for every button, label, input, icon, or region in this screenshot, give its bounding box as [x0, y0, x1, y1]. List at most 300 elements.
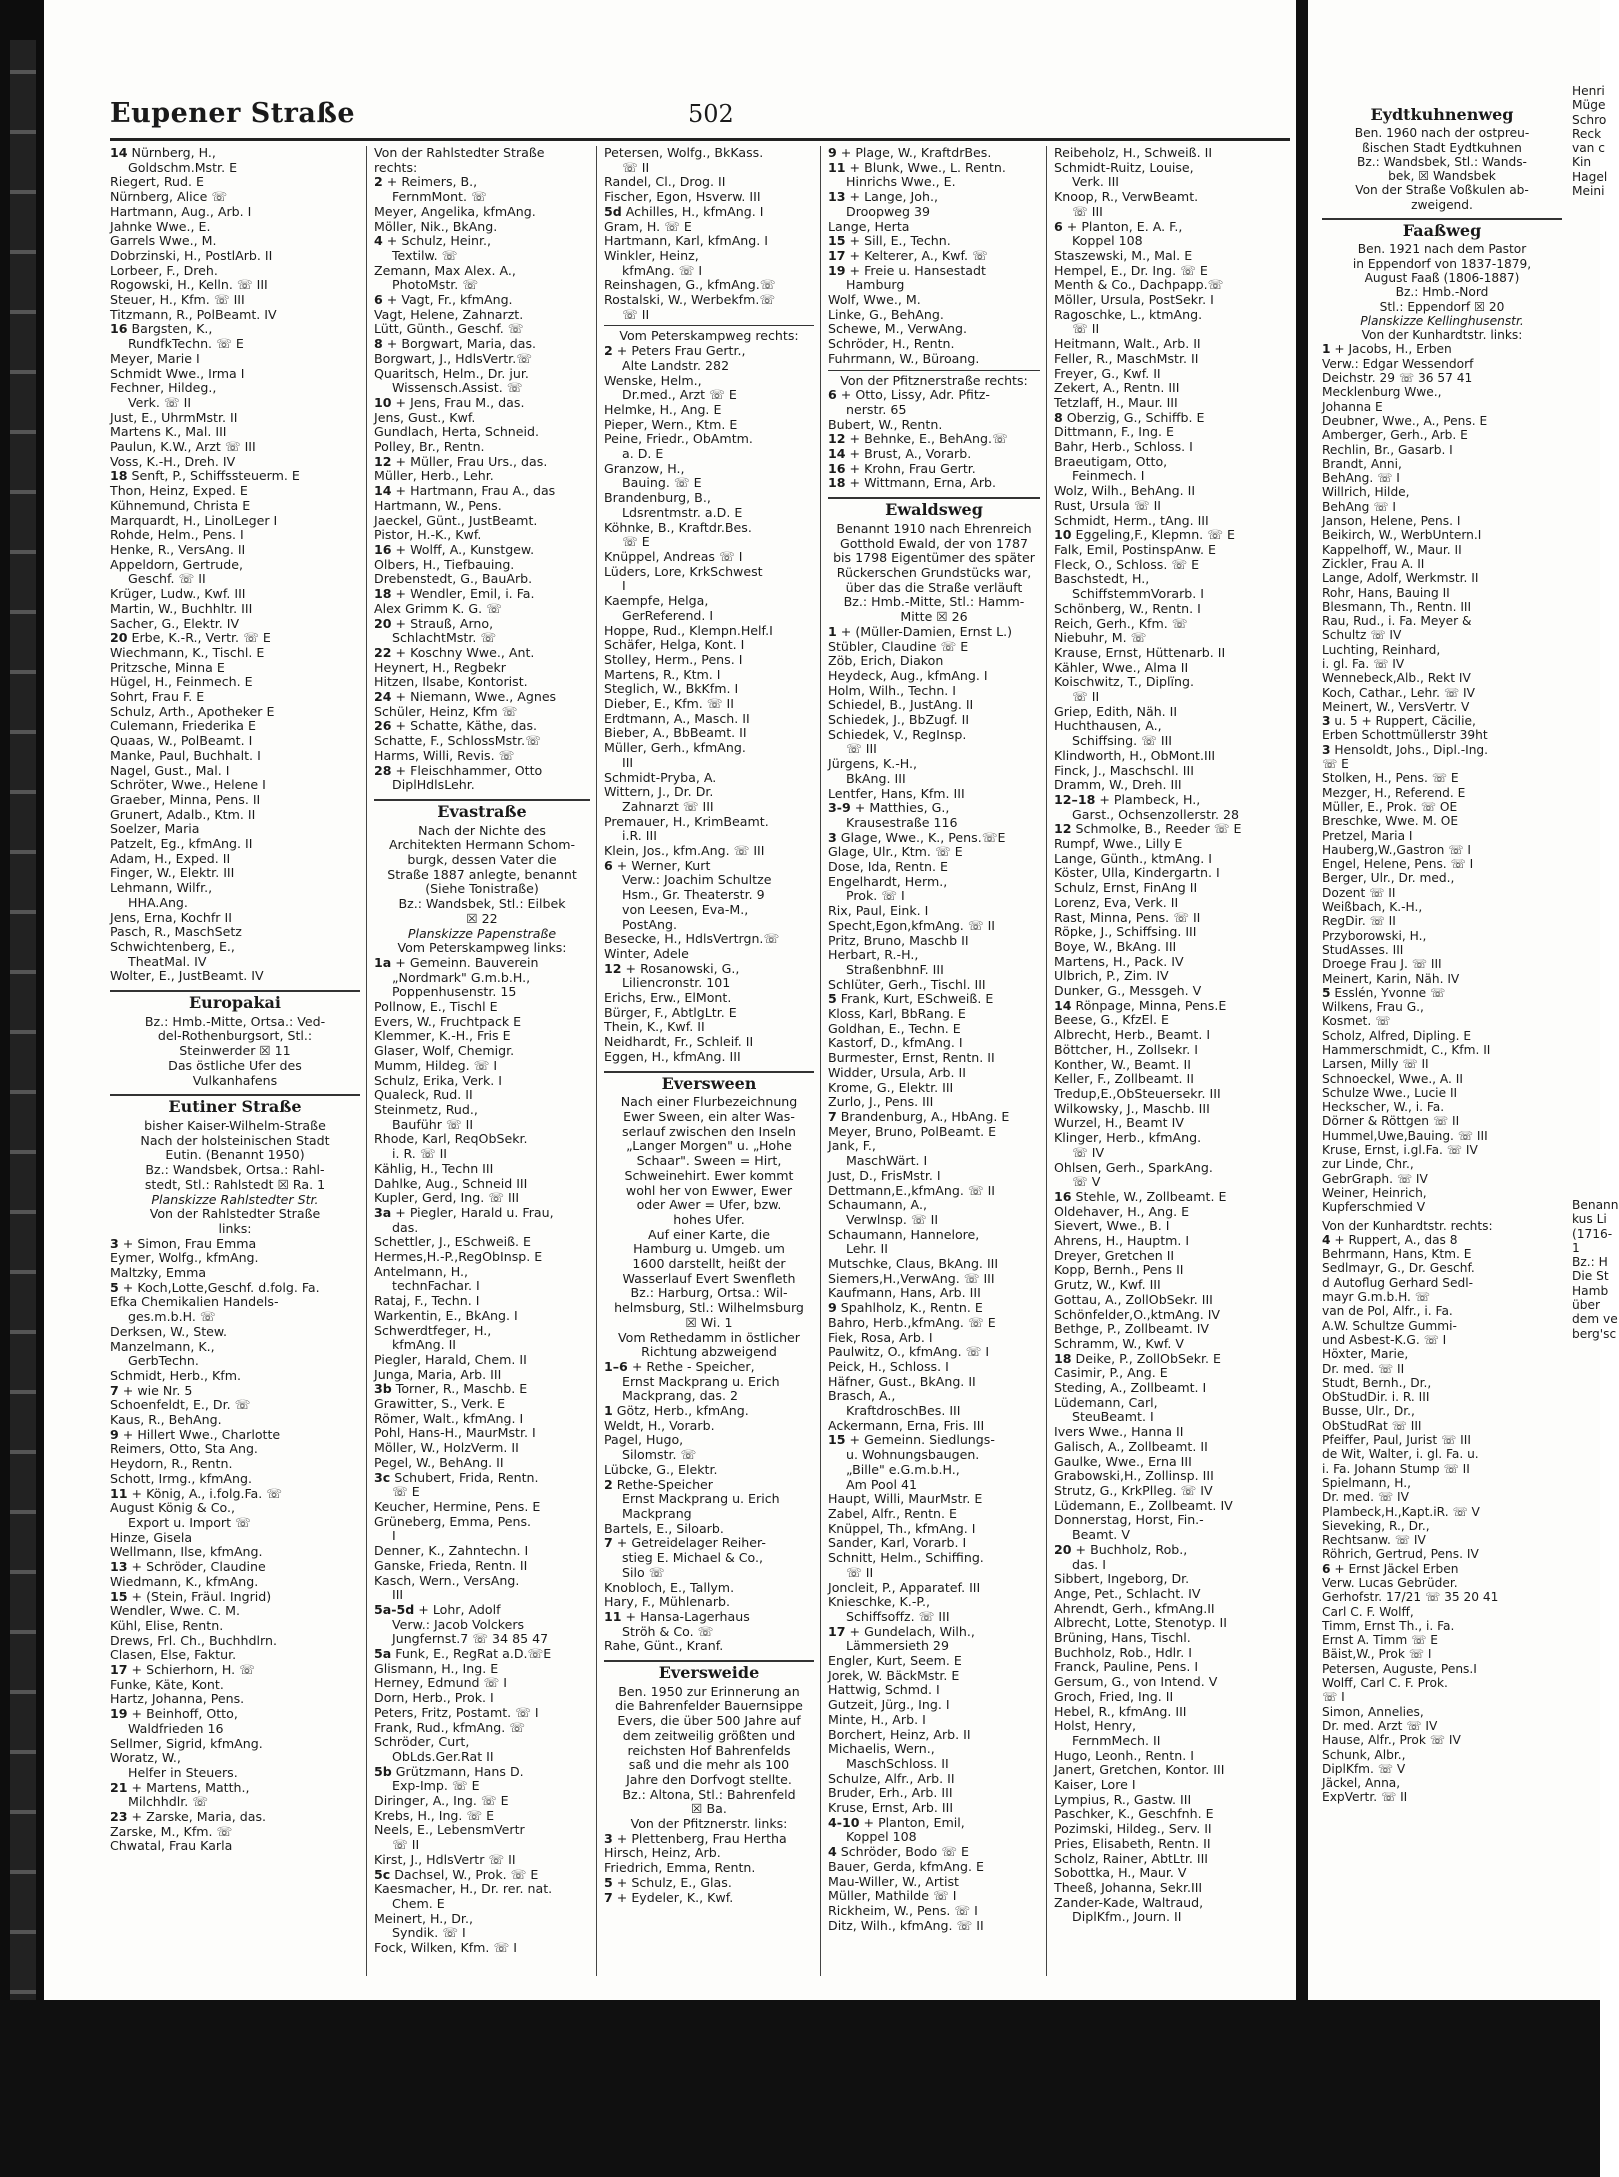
directory-entry: Schröter, Wwe., Helene I: [110, 777, 266, 793]
directory-entry: Bürger, F., AbtlgLtr. E: [604, 1004, 737, 1020]
directory-entry: Müller, E., Prok. ☏ OE: [1322, 799, 1458, 814]
directory-entry: Efka Chemikalien Handels-: [110, 1294, 279, 1310]
directory-entry: KraftdroschBes. III: [846, 1403, 961, 1419]
street-description: helmsburg, Stl.: Wilhelmsburg: [614, 1300, 804, 1316]
street-heading: Eydtkuhnenweg: [1370, 105, 1514, 124]
cut-off-fragments: [1572, 84, 1607, 198]
directory-entry: Quaritsch, Helm., Dr. jur.: [374, 365, 529, 381]
directory-entry: Schramm, W., Kwf. V: [1054, 1335, 1185, 1351]
directory-entry: Schröder, H., Rentn.: [828, 336, 955, 352]
house-number: 10: [1054, 527, 1072, 543]
fragment-text: Henri: [1572, 84, 1605, 98]
directory-entry: ☏ E: [1322, 757, 1349, 772]
directory-entry: Bahr, Herb., Schloss. I: [1054, 439, 1193, 455]
directory-entry: Thein, K., Kwf. II: [604, 1019, 705, 1035]
street-heading: Eversween: [604, 1071, 814, 1092]
directory-entry: Müller, Gerh., kfmAng.: [604, 740, 746, 756]
directory-entry: Adam, H., Exped. II: [110, 850, 231, 866]
house-number: 7: [604, 1535, 613, 1551]
directory-entry: Patzelt, Eg., kfmAng. II: [110, 836, 253, 852]
directory-entry: Waldfrieden 16: [128, 1720, 224, 1736]
directory-entry: 1 + Jacobs, H., Erben: [1322, 342, 1452, 357]
directory-entry: d Autoflug Gerhard Sedl-: [1322, 1275, 1474, 1290]
directory-entry: Steinmetz, Rud.,: [374, 1102, 478, 1117]
directory-entry: 14 + Brust, A., Vorarb.: [828, 446, 972, 462]
street-description: ☒ Ba.: [691, 1801, 727, 1817]
directory-entry: MaschSchloss. II: [846, 1755, 949, 1771]
directory-entry: ☏ II: [622, 159, 650, 175]
directory-entry: Schmidt, Herm., tAng. III: [1054, 512, 1209, 528]
street-description: in Eppendorf von 1837-1879,: [1352, 256, 1532, 271]
street-description: saß und die mehr als 100: [628, 1757, 790, 1773]
column-1: [110, 146, 360, 1978]
directory-entry: Glismann, H., Ing. E: [374, 1660, 499, 1676]
directory-entry: Herney, Edmund ☏ I: [374, 1675, 508, 1691]
directory-entry: Kähler, Wwe., Alma II: [1054, 659, 1189, 675]
directory-entry: und Asbest-K.G. ☏ I: [1322, 1332, 1447, 1347]
house-number: 9: [828, 145, 837, 160]
directory-entry: Droege Frau J. ☏ III: [1322, 957, 1442, 972]
directory-entry: 9 Spahlholz, K., Rentn. E: [828, 1300, 983, 1316]
directory-entry: Galisch, A., Zollbeamt. II: [1054, 1438, 1208, 1454]
directory-entry: StudAsses. III: [1322, 942, 1404, 957]
directory-entry: Tredup,E.,ObSteuersekr. III: [1054, 1086, 1221, 1101]
directory-entry: Heydeck, Aug., kfmAng. I: [828, 667, 988, 683]
street-description: Das östliche Ufer des: [168, 1057, 302, 1073]
directory-entry: Rhode, Karl, ReqObSekr.: [374, 1131, 528, 1147]
house-number: 4-10: [828, 1814, 860, 1830]
house-number: 1: [1322, 342, 1331, 357]
directory-entry: 16 + Wolff, A., Kunstgew.: [374, 541, 535, 557]
house-number: 3a: [374, 1204, 392, 1220]
directory-entry: Schatte, F., SchlossMstr.☏: [374, 733, 541, 749]
directory-entry: 3b Torner, R., Maschb. E: [374, 1381, 528, 1397]
directory-entry: 2 + Peters Frau Gertr.,: [604, 343, 746, 359]
street-description: Vom Peterskampweg rechts:: [619, 328, 799, 344]
directory-entry: 3 Hensoldt, Johs., Dipl.-Ing.: [1322, 742, 1489, 757]
house-number: 4: [1322, 1232, 1331, 1247]
directory-entry: Rix, Paul, Eink. I: [828, 903, 929, 919]
directory-entry: Martens K., Mal. III: [110, 424, 227, 440]
directory-entry: 4 Schröder, Bodo ☏ E: [828, 1844, 969, 1860]
directory-entry: Hoppe, Rud., Klempn.Helf.I: [604, 622, 773, 638]
directory-entry: 4 + Ruppert, A., das 8: [1322, 1232, 1458, 1247]
directory-entry: Amberger, Gerh., Arb. E: [1322, 428, 1468, 443]
house-number: 13: [828, 189, 846, 205]
street-description: Schweinehirt. Ewer kommt: [624, 1167, 794, 1183]
directory-entry: Verk. III: [1072, 174, 1120, 190]
divider: [828, 370, 1040, 371]
directory-entry: Simon, Annelies,: [1322, 1704, 1424, 1719]
directory-entry: Schaumann, Hannelore,: [828, 1226, 980, 1242]
directory-entry: Drebenstedt, G., BauArb.: [374, 571, 533, 587]
cut-off-fragments: [1572, 1198, 1619, 1341]
street-description: Von der Pfitznerstr. links:: [630, 1816, 788, 1832]
directory-entry: Wilkowsky, J., Maschb. III: [1054, 1100, 1210, 1116]
directory-entry: Premauer, H., KrimBeamt.: [604, 813, 769, 829]
directory-entry: Stübler, Claudine ☏ E: [828, 638, 969, 654]
directory-entry: Gram, H. ☏ E: [604, 218, 692, 234]
column-2: [374, 146, 590, 1978]
house-number: 5d: [604, 203, 622, 219]
directory-entry: Mackprang: [622, 1505, 692, 1521]
directory-entry: Schönberg, W., Rentn. I: [1054, 600, 1201, 616]
directory-entry: Timm, Ernst Th., i. Fa.: [1322, 1618, 1455, 1633]
directory-entry: Braeutigam, Otto,: [1054, 453, 1168, 469]
directory-entry: Eymer, Wolfg., kfmAng.: [110, 1250, 259, 1266]
directory-entry: Schmidt, Herb., Kfm.: [110, 1367, 241, 1383]
directory-entry: Gottau, A., ZollObSekr. III: [1054, 1291, 1213, 1307]
house-number: 28: [374, 762, 392, 778]
directory-entry: Ulbrich, P., Zim. IV: [1054, 968, 1169, 984]
directory-entry: 5 + Koch,Lotte,Geschf. d.folg. Fa.: [110, 1279, 320, 1295]
directory-entry: Hartmann, W., Pens.: [374, 497, 502, 513]
directory-entry: Kopp, Bernh., Pens II: [1054, 1262, 1184, 1278]
house-number: 21: [110, 1779, 128, 1795]
directory-entry: Textilw. ☏: [392, 247, 458, 263]
directory-entry: Breschke, Wwe. M. OE: [1322, 814, 1459, 829]
directory-entry: Klein, Jos., kfm.Ang. ☏ III: [604, 843, 765, 859]
directory-entry: SchiffstemmVorarb. I: [1072, 586, 1204, 602]
house-number: 1–6: [604, 1358, 628, 1374]
house-number: 6: [374, 292, 383, 308]
directory-entry: i.R. III: [622, 828, 657, 844]
directory-entry: Dreyer, Gretchen II: [1054, 1247, 1175, 1263]
directory-entry: Groch, Fried, Ing. II: [1054, 1688, 1174, 1704]
directory-entry: Harms, Willi, Revis. ☏: [374, 747, 515, 763]
directory-entry: Kaempfe, Helga,: [604, 593, 709, 609]
directory-entry: Peine, Friedr., ObAmtm.: [604, 431, 753, 447]
street-description: Nach einer Flurbezeichnung: [620, 1094, 798, 1110]
directory-entry: Möller, Nik., BkAng.: [374, 218, 498, 234]
directory-entry: Gundlach, Herta, Schneid.: [374, 424, 540, 440]
directory-entry: Rickheim, W., Pens. ☏ I: [828, 1902, 978, 1918]
directory-entry: Dunker, G., Messgeh. V: [1054, 983, 1202, 999]
street-description: Bz.: Wandsbek, Stl.: Wands-: [1357, 154, 1527, 169]
directory-entry: Schiedel, B., JustAng. II: [828, 697, 974, 713]
directory-entry: BkAng. III: [846, 770, 906, 786]
directory-entry: Lange, Herta: [828, 218, 910, 234]
house-number: 7: [604, 1889, 613, 1905]
directory-entry: zur Linde, Chr.,: [1322, 1157, 1414, 1172]
street-heading: Ewaldsweg: [828, 497, 1040, 518]
directory-entry: Joncleit, P., Apparatef. III: [828, 1579, 981, 1595]
directory-entry: Lübcke, G., Elektr.: [604, 1461, 718, 1477]
directory-entry: Dr. med. Arzt ☏ IV: [1322, 1718, 1438, 1733]
house-number: 22: [374, 644, 392, 660]
fragment-text: kus Li: [1572, 1212, 1607, 1227]
directory-entry: Krausestraße 116: [846, 814, 958, 830]
directory-entry: 3a + Piegler, Harald u. Frau,: [374, 1204, 554, 1220]
directory-entry: Von der Rahlstedter Straße: [374, 145, 545, 160]
directory-entry: Sievert, Wwe., B. I: [1054, 1218, 1170, 1234]
directory-entry: 7 + wie Nr. 5: [110, 1382, 193, 1398]
directory-entry: Jaeckel, Günt., JustBeamt.: [374, 512, 538, 528]
directory-entry: ObStudRat ☏ III: [1322, 1418, 1422, 1433]
directory-entry: Krause, Ernst, Hüttenarb. II: [1054, 644, 1226, 660]
directory-entry: Pries, Elisabeth, Rentn. II: [1054, 1835, 1211, 1851]
directory-entry: Olbers, H., Tiefbauing.: [374, 556, 515, 572]
directory-entry: 10 Eggeling,F., Klepmn. ☏ E: [1054, 527, 1235, 543]
directory-entry: Evers, W., Fruchtpack E: [374, 1013, 522, 1029]
directory-entry: Exp-Imp. ☏ E: [392, 1778, 480, 1794]
street-description: Mitte ☒ 26: [900, 609, 968, 625]
directory-entry: Brasch, A.,: [828, 1388, 896, 1404]
directory-entry: Klindworth, H., ObMont.III: [1054, 747, 1216, 763]
directory-entry: Petersen, Wolfg., BkKass.: [604, 145, 764, 160]
directory-entry: Mezger, H., Referend. E: [1322, 785, 1466, 800]
directory-entry: Dorn, Herb., Prok. I: [374, 1690, 494, 1706]
directory-entry: Lehr. II: [846, 1241, 888, 1257]
directory-entry: Ganske, Frieda, Rentn. II: [374, 1557, 528, 1573]
directory-entry: ☏ I: [1322, 1690, 1345, 1705]
house-number: 2: [604, 1476, 613, 1492]
directory-entry: Schnitt, Helm., Schiffing.: [828, 1550, 984, 1566]
directory-entry: Ahrendt, Gerh., kfmAng.II: [1054, 1600, 1215, 1616]
house-number: 17: [828, 247, 846, 263]
directory-entry: Koch, Cathar., Lehr. ☏ IV: [1322, 685, 1475, 700]
directory-entry: Borgwart, J., HdlsVertr.☏: [374, 350, 532, 366]
house-number: 3: [1322, 742, 1331, 757]
directory-entry: Schwerdtfeger, H.,: [374, 1322, 492, 1338]
directory-entry: Culemann, Friederika E: [110, 718, 256, 734]
directory-entry: ☏ II: [1072, 689, 1100, 705]
directory-entry: Grüneberg, Emma, Pens.: [374, 1513, 532, 1529]
street-description: bis 1798 Eigentümer des später: [833, 550, 1035, 566]
directory-entry: Kosmet. ☏: [1322, 1014, 1391, 1029]
directory-entry: Holm, Wilh., Techn. I: [828, 682, 957, 698]
fragment-text: Die St: [1572, 1269, 1609, 1284]
directory-entry: 17 + Schierhorn, H. ☏: [110, 1662, 255, 1678]
house-number: 5: [110, 1279, 119, 1295]
directory-entry: BehAng ☏ I: [1322, 499, 1396, 514]
directory-entry: ☏ E: [622, 534, 650, 550]
directory-entry: 23 + Zarske, Maria, das.: [110, 1809, 267, 1825]
directory-entry: Pagel, Hugo,: [604, 1432, 684, 1448]
directory-entry: Jens, Erna, Kochfr II: [110, 909, 232, 925]
directory-entry: Wissensch.Assist. ☏: [392, 380, 523, 396]
directory-entry: FernmMont. ☏: [392, 189, 487, 205]
street-description: Von der Rahlstedter Straße: [149, 1206, 321, 1222]
directory-entry: mayr G.m.b.H. ☏: [1322, 1290, 1431, 1305]
directory-entry: Ditz, Wilh., kfmAng. ☏ II: [828, 1917, 984, 1933]
street-description: ßischen Stadt Eydtkuhnen: [1362, 140, 1522, 155]
directory-entry: stieg E. Michael & Co.,: [622, 1550, 764, 1566]
directory-entry: 6 + Planton, E. A. F.,: [1054, 218, 1183, 234]
street-description: Straße 1887 anlegte, benannt: [387, 866, 577, 882]
directory-entry: Berger, Ulr., Dr. med.,: [1322, 871, 1455, 886]
directory-entry: Specht,Egon,kfmAng. ☏ II: [828, 917, 995, 933]
directory-entry: Brandt, Anni,: [1322, 456, 1402, 471]
directory-entry: Feller, R., MaschMstr. II: [1054, 350, 1199, 366]
directory-entry: Menth & Co., Dachpapp.☏: [1054, 277, 1224, 293]
directory-entry: Gerhofstr. 17/21 ☏ 35 20 41: [1322, 1590, 1499, 1605]
directory-entry: Voss, K.-H., Dreh. IV: [110, 453, 236, 469]
directory-entry: 4 + Schulz, Heinr.,: [374, 233, 492, 249]
directory-entry: Dose, Ida, Rentn. E: [828, 859, 948, 875]
directory-entry: Wiechmann, K., Tischl. E: [110, 644, 265, 660]
directory-entry: ☏ II: [1072, 321, 1100, 337]
directory-entry: ObLds.Ger.Rat II: [392, 1748, 494, 1764]
directory-entry: Warkentin, E., BkAng. I: [374, 1307, 518, 1323]
directory-entry: 3 Glage, Wwe., K., Pens.☏E: [828, 829, 1006, 845]
directory-entry: Pistor, H.-K., Kwf.: [374, 527, 482, 543]
directory-entry: Schlüter, Gerh., Tischl. III: [828, 976, 986, 992]
street-description: Nach der Nichte des: [418, 822, 546, 838]
directory-entry: Niebuhr, M. ☏: [1054, 630, 1147, 646]
directory-entry: 11 + König, A., i.folg.Fa. ☏: [110, 1485, 283, 1501]
directory-entry: Weldt, H., Vorarb.: [604, 1417, 715, 1433]
street-description: Bz.: Hmb.-Mitte, Stl.: Hamm-: [843, 594, 1025, 610]
directory-entry: Möller, W., HolzVerm. II: [374, 1440, 519, 1456]
directory-entry: Kruse, Ernst, i.gl.Fa. ☏ IV: [1322, 1143, 1478, 1158]
directory-entry: 1 Götz, Herb., kfmAng.: [604, 1403, 749, 1419]
directory-entry: kfmAng. II: [392, 1337, 457, 1353]
directory-entry: Sobottka, H., Maur. V: [1054, 1865, 1187, 1881]
directory-entry: Michaelis, Wern.,: [828, 1741, 935, 1757]
directory-entry: Ragoschke, L., ktmAng.: [1054, 306, 1203, 322]
directory-entry: Gersum, G., von Intend. V: [1054, 1674, 1218, 1690]
directory-entry: Müller, Herb., Lehr.: [374, 468, 494, 484]
directory-entry: Kaesmacher, H., Dr. rer. nat.: [374, 1881, 553, 1897]
street-description: Ben. 1960 nach der ostpreu-: [1354, 126, 1530, 141]
directory-entry: Schmidt Wwe., Irma I: [110, 365, 245, 381]
directory-entry: Martin, W., Buchhltr. III: [110, 600, 253, 616]
directory-entry: Stolley, Herm., Pens. I: [604, 651, 743, 667]
directory-entry: Goldschm.Mstr. E: [128, 159, 238, 175]
directory-entry: 5d Achilles, H., kfmAng. I: [604, 203, 764, 219]
directory-entry: 12 + Rosanowski, G.,: [604, 960, 740, 976]
directory-entry: Sellmer, Sigrid, kfmAng.: [110, 1735, 263, 1751]
house-number: 6: [1054, 218, 1063, 234]
directory-entry: BehAng. ☏ I: [1322, 471, 1400, 486]
directory-entry: Wolter, E., JustBeamt. IV: [110, 968, 264, 984]
directory-entry: Graeber, Minna, Pens. II: [110, 791, 261, 807]
directory-entry: Dr. med. ☏ IV: [1322, 1490, 1409, 1505]
directory-entry: Wenske, Helm.,: [604, 372, 702, 388]
directory-entry: 18 Deike, P., ZollObSekr. E: [1054, 1350, 1221, 1366]
house-number: 3: [828, 829, 837, 845]
directory-entry: Wurzel, H., Beamt IV: [1054, 1115, 1184, 1131]
directory-entry: Griep, Edith, Näh. II: [1054, 703, 1178, 719]
directory-entry: Schiffsoffz. ☏ III: [846, 1608, 950, 1624]
directory-entry: Przyborowski, H.,: [1322, 928, 1427, 943]
directory-entry: Kählig, H., Techn III: [374, 1160, 494, 1176]
directory-entry: 12–18 + Plambeck, H.,: [1054, 791, 1201, 807]
directory-entry: Knieschke, K.-P.,: [828, 1594, 930, 1610]
directory-entry: Zander-Kade, Waltraud,: [1054, 1894, 1204, 1910]
directory-entry: Chem. E: [392, 1895, 445, 1911]
directory-entry: 5c Dachsel, W., Prok. ☏ E: [374, 1866, 539, 1882]
column-divider: [366, 146, 367, 1976]
directory-entry: Mecklenburg Wwe.,: [1322, 385, 1442, 400]
house-number: 6: [1322, 1561, 1331, 1576]
fragment-text: Bz.: H: [1572, 1255, 1608, 1270]
street-description: Gotthold Ewald, der von 1787: [839, 535, 1029, 551]
directory-entry: Zöb, Erich, Diakon: [828, 653, 944, 669]
street-description: bek, ☒ Wandsbek: [1388, 169, 1496, 184]
house-number: 12: [604, 960, 622, 976]
directory-entry: Rechtsanw. ☏ IV: [1322, 1533, 1426, 1548]
directory-entry: Ldsrentmstr. a.D. E: [622, 504, 743, 520]
directory-entry: Pretzel, Maria I: [1322, 828, 1413, 843]
directory-entry: Krome, G., Elektr. III: [828, 1079, 954, 1095]
directory-entry: Dahlke, Aug., Schneid III: [374, 1175, 528, 1191]
directory-entry: 13 + Schröder, Claudine: [110, 1559, 266, 1575]
directory-entry: Schüler, Heinz, Kfm ☏: [374, 703, 518, 719]
directory-entry: Ohlsen, Gerh., SparkAng.: [1054, 1159, 1213, 1175]
directory-entry: Appeldorn, Gertrude,: [110, 556, 244, 572]
directory-entry: Milchhdlr. ☏: [128, 1794, 209, 1810]
directory-entry: Krüger, Ludw., Kwf. III: [110, 586, 246, 602]
street-description: hohes Ufer.: [673, 1211, 745, 1227]
directory-entry: Hartz, Johanna, Pens.: [110, 1691, 245, 1707]
house-number: 11: [604, 1608, 622, 1624]
directory-entry: Verwlnsp. ☏ II: [846, 1211, 939, 1227]
directory-entry: 11 + Hansa-Lagerhaus: [604, 1608, 750, 1624]
directory-entry: Kupferschmied V: [1322, 1200, 1426, 1215]
directory-entry: Höxter, Marie,: [1322, 1347, 1409, 1362]
fragment-text: dem ve: [1572, 1312, 1618, 1327]
directory-entry: Häfner, Gust., BkAng. II: [828, 1373, 976, 1389]
street-description: Von der Straße Voßkulen ab-: [1355, 183, 1529, 198]
directory-entry: ☏ E: [392, 1484, 420, 1500]
directory-entry: ☏ V: [1072, 1174, 1101, 1190]
directory-entry: Hummel,Uwe,Bauing. ☏ III: [1322, 1128, 1488, 1143]
fragment-text: Müge: [1572, 98, 1606, 113]
sub-heading: Von der Kunhardtstr. rechts:: [1322, 1218, 1493, 1233]
directory-entry: Willrich, Hilde,: [1322, 485, 1410, 500]
directory-entry: Ernst A. Timm ☏ E: [1322, 1633, 1438, 1648]
directory-entry: Mumm, Hildeg. ☏ I: [374, 1057, 498, 1073]
street-heading: Evastraße: [374, 799, 590, 820]
fragment-text: Meini: [1572, 184, 1605, 199]
directory-entry: Konther, W., Beamt. II: [1054, 1056, 1191, 1072]
directory-entry: Keucher, Hermine, Pens. E: [374, 1498, 541, 1514]
directory-entry: Maltzky, Emma: [110, 1265, 207, 1281]
directory-entry: Peick, H., Schloss. I: [828, 1358, 949, 1374]
directory-entry: Heckscher, W., i. Fa.: [1322, 1100, 1445, 1115]
directory-entry: Erben Schottmüllerstr 39ht: [1322, 728, 1488, 743]
scan-border-bottom: [0, 2000, 1600, 2177]
directory-entry: ☏ II: [392, 1837, 420, 1853]
directory-entry: Garrels Wwe., M.: [110, 233, 217, 249]
directory-entry: Alte Landstr. 282: [622, 357, 730, 373]
street-description: Ewer Sween, ein alter Was-: [623, 1109, 795, 1124]
directory-entry: Scholz, Alfred, Dipling. E: [1322, 1028, 1472, 1043]
directory-entry: Fleck, O., Schloss. ☏ E: [1054, 556, 1200, 572]
directory-entry: Verw.: Joachim Schultze: [622, 872, 772, 888]
directory-entry: 12 + Müller, Frau Urs., das.: [374, 453, 548, 469]
directory-entry: Am Pool 41: [846, 1476, 917, 1492]
street-description: Stl.: Eppendorf ☒ 20: [1379, 299, 1505, 314]
directory-entry: Ströh & Co. ☏: [622, 1623, 714, 1639]
directory-entry: Schott, Irmg., kfmAng.: [110, 1470, 253, 1486]
directory-entry: Kaiser, Lore I: [1054, 1777, 1136, 1793]
directory-entry: Finger, W., Elektr. III: [110, 865, 235, 881]
directory-entry: Grabowski,H., Zollinsp. III: [1054, 1468, 1214, 1484]
directory-entry: 11 + Blunk, Wwe., L. Rentn.: [828, 159, 1006, 175]
directory-entry: Römer, Walt., kfmAng. I: [374, 1410, 524, 1426]
house-number: 3b: [374, 1381, 392, 1397]
directory-entry: Rahe, Günt., Kranf.: [604, 1638, 724, 1654]
directory-entry: Sedlmayr, G., Dr. Geschf.: [1322, 1261, 1475, 1276]
directory-entry: Dörner & Röttgen ☏ II: [1322, 1114, 1460, 1129]
directory-entry: a. D. E: [622, 446, 664, 462]
directory-entry: Wolf, Wwe., M.: [828, 292, 921, 308]
directory-entry: 14 + Hartmann, Frau A., das: [374, 483, 556, 499]
directory-entry: das.: [392, 1219, 419, 1235]
